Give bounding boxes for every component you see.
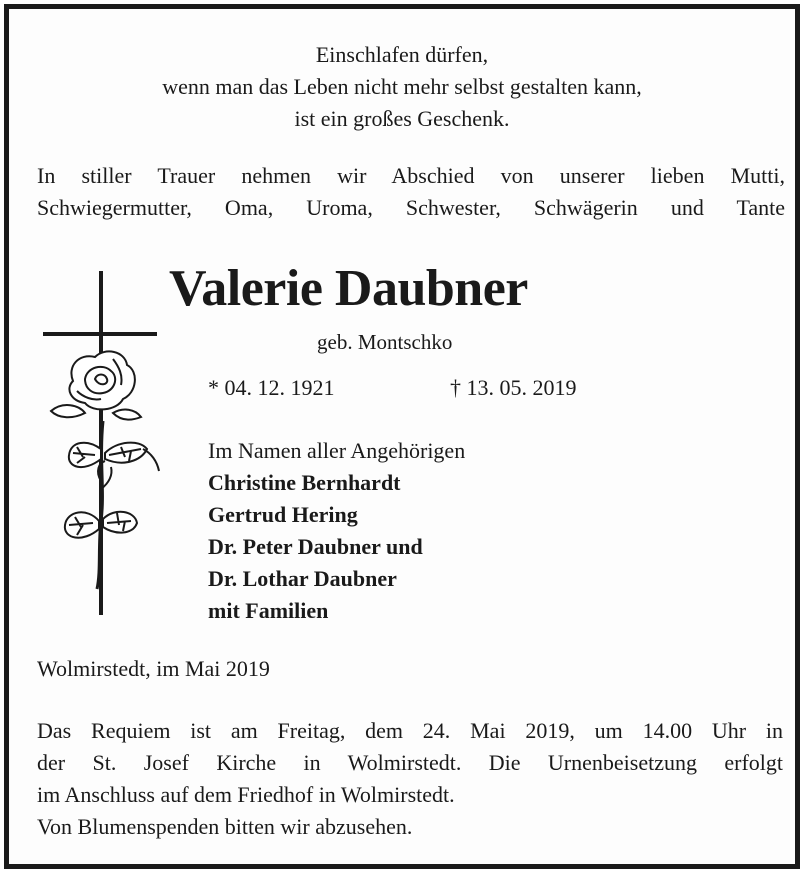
deceased-name: Valerie Daubner <box>169 260 528 317</box>
intro-line: In stiller Trauer nehmen wir Abschied von unserer lieben Mutti, <box>37 163 785 188</box>
closing-line: Das Requiem ist am Freitag, dem 24. Mai 2019, um 14.00 Uhr in <box>37 718 783 743</box>
cross-with-rose-icon <box>43 271 173 621</box>
intro-line: Schwiegermutter, Oma, Uroma, Schwester, Schwägerin und Tante <box>37 195 785 220</box>
poem <box>9 39 795 135</box>
mourner-name: mit Familien <box>208 598 329 623</box>
poem-line: wenn man das Leben nicht mehr selbst gestalten kann, <box>162 74 642 99</box>
birth-name: geb. Montschko <box>317 330 453 354</box>
mourner-name: Christine Bernhardt <box>208 470 401 495</box>
birth-date: * 04. 12. 1921 <box>208 375 335 400</box>
closing-line: im Anschluss auf dem Friedhof in Wolmirstedt. <box>37 782 455 807</box>
mourners-intro: Im Namen aller Angehörigen <box>208 438 466 463</box>
mourner-name: Gertrud Hering <box>208 502 358 527</box>
death-date: † 13. 05. 2019 <box>450 375 577 400</box>
poem-line: Einschlafen dürfen, <box>315 42 489 67</box>
poem-line: ist ein großes Geschenk. <box>294 106 510 131</box>
place-date: Wolmirstedt, im Mai 2019 <box>37 656 270 681</box>
closing-line: Von Blumenspenden bitten wir abzusehen. <box>37 814 413 839</box>
mourner-name: Dr. Lothar Daubner <box>208 566 397 591</box>
mourner-name: Dr. Peter Daubner und <box>208 534 423 559</box>
closing-line: der St. Josef Kirche in Wolmirstedt. Die Urnenbeisetzung erfolgt <box>37 750 783 775</box>
obituary-notice <box>4 4 800 869</box>
closing-text <box>37 715 783 843</box>
intro-text <box>37 160 785 224</box>
mourners-block <box>208 435 465 627</box>
